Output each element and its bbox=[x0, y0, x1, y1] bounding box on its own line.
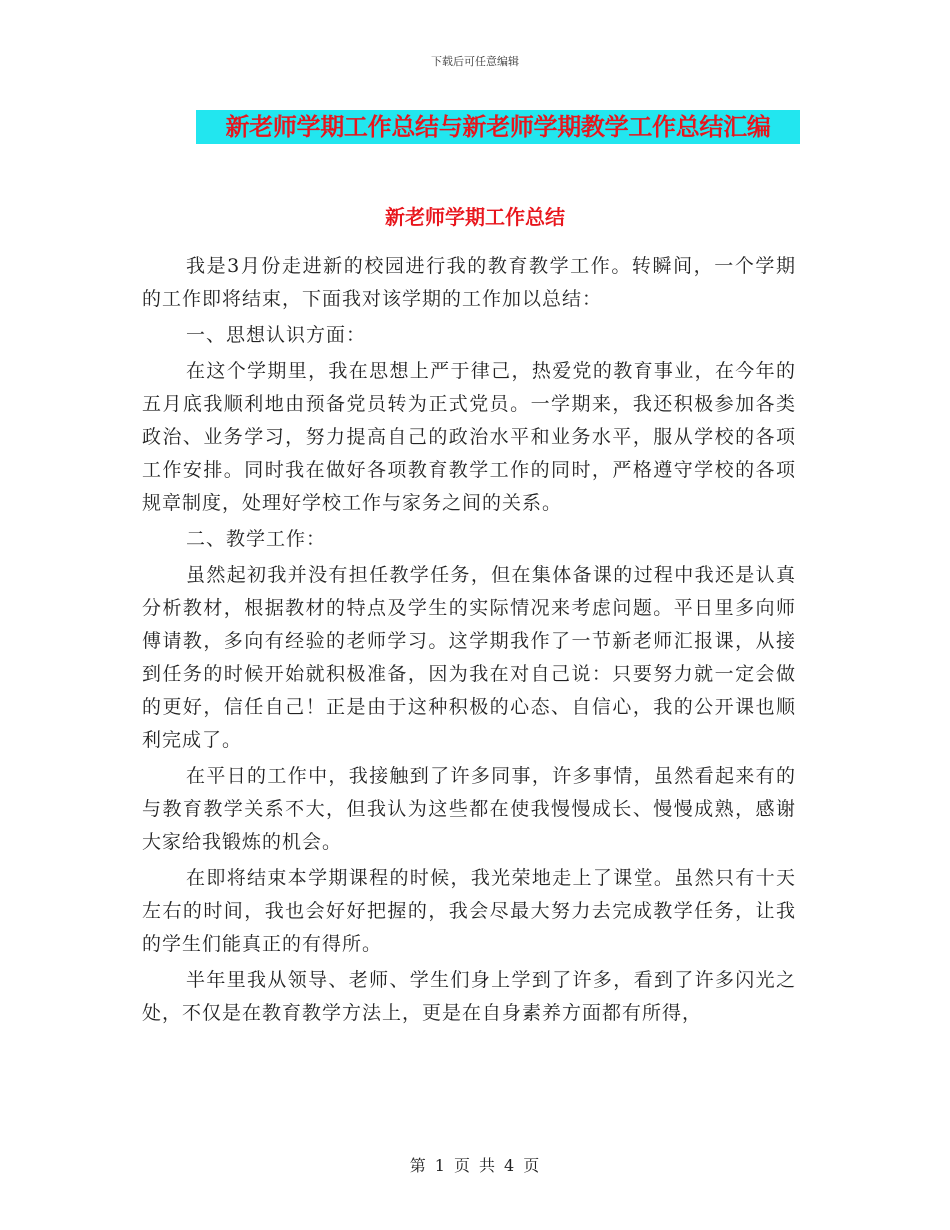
footer-prefix: 第 bbox=[409, 1156, 427, 1175]
document-body bbox=[142, 250, 796, 1033]
paragraph: 在平日的工作中，我接触到了许多同事，许多事情，虽然看起来有的与教育教学关系不大，但我认为这些都在使我慢慢成长、慢慢成熟，感谢大家给我锻炼的机会。 bbox=[142, 765, 796, 853]
paragraph: 我是3月份走进新的校园进行我的教育教学工作。转瞬间，一个学期的工作即将结束，下面我对该学期的工作加以总结： bbox=[142, 255, 796, 310]
page-footer bbox=[0, 1153, 950, 1176]
page-number: 1 bbox=[434, 1156, 446, 1175]
paragraph: 二、教学工作： bbox=[186, 528, 327, 550]
document-title: 新老师学期工作总结与新老师学期教学工作总结汇编 bbox=[196, 110, 800, 144]
paragraph: 一、思想认识方面： bbox=[186, 324, 367, 346]
section-title: 新老师学期工作总结 bbox=[385, 205, 565, 229]
paragraph: 在这个学期里，我在思想上严于律己，热爱党的教育事业，在今年的五月底我顺利地由预备党员转为正式党员。一学期来，我还积极参加各类政治、业务学习，努力提高自己的政治水平和业务水平，服从学校的各项工作安排。同时我在做好各项教育教学工作的同时，严格遵守学校的各项规章制度，处理好学校工作与家务之间的关系。 bbox=[142, 360, 796, 514]
total-pages: 4 bbox=[504, 1156, 516, 1175]
footer-total-unit: 页 bbox=[523, 1156, 541, 1175]
paragraph: 虽然起初我并没有担任教学任务，但在集体备课的过程中我还是认真分析教材，根据教材的特点及学生的实际情况来考虑问题。平日里多向师傅请教，多向有经验的老师学习。这学期我作了一节新老师汇报课，从接到任务的时候开始就积极准备，因为我在对自己说：只要努力就一定会做的更好，信任自己！正是由于这种积极的心态、自信心，我的公开课也顺利完成了。 bbox=[142, 564, 796, 751]
footer-total-prefix: 共 bbox=[479, 1156, 497, 1175]
header-note: 下载后可任意编辑 bbox=[431, 55, 519, 68]
paragraph: 半年里我从领导、老师、学生们身上学到了许多，看到了许多闪光之处，不仅是在教育教学方法上，更是在自身素养方面都有所得， bbox=[142, 969, 796, 1024]
footer-page-unit: 页 bbox=[453, 1156, 471, 1175]
paragraph: 在即将结束本学期课程的时候，我光荣地走上了课堂。虽然只有十天左右的时间，我也会好好把握的，我会尽最大努力去完成教学任务，让我的学生们能真正的有得所。 bbox=[142, 867, 796, 955]
